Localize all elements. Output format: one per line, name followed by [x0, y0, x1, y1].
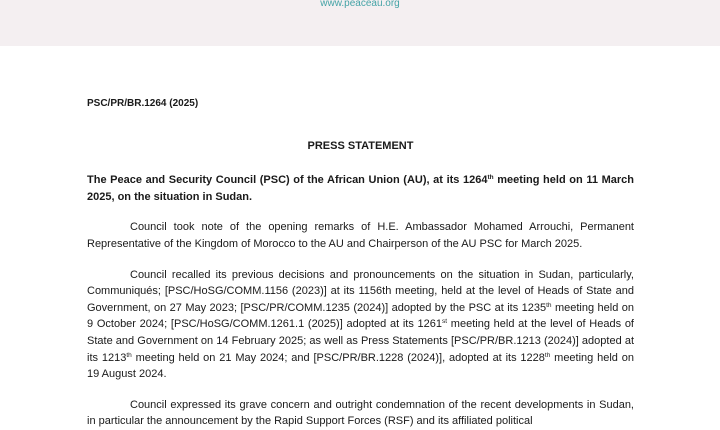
ordinal-superscript: th — [126, 351, 132, 359]
paragraph-text-part: meeting held on 19 August 2024. — [87, 351, 634, 381]
paragraph-text-part: meeting held at the level of Heads of State and Government on 14 February 2025; as well as Press Statements [PSC/PR/BR.1213 (2024)] adopted at its 1213 — [87, 318, 634, 364]
paragraph-text-part: meeting held on 9 October 2024; [PSC/HoSG/COMM.1261.1 (2025)] adopted at its 1261 — [87, 301, 634, 331]
page-header-band — [0, 0, 720, 46]
intro-paragraph — [87, 172, 634, 205]
intro-text-part: meeting held on 11 March 2025, on the situation in Sudan. — [87, 174, 634, 203]
paragraph-previous-decisions — [87, 267, 634, 383]
intro-text-part: The Peace and Security Council (PSC) of the African Union (AU), at its 1264 — [87, 174, 488, 187]
paragraph-opening-remarks: Council took note of the opening remarks of H.E. Ambassador Mohamed Arrouchi, Permanent Representative of the Kingdom of Morocco to the AU and Chairperson of the AU PSC for March 2025. — [87, 221, 634, 250]
paragraph-grave-concern: Council expressed its grave concern and outright condemnation of the recent developments in Sudan, in particular the announcement by the Rapid Support Forces (RSF) and its affiliated political — [87, 398, 634, 428]
ordinal-superscript: st — [442, 318, 448, 326]
intro-superscript: th — [487, 174, 494, 182]
document-reference: PSC/PR/BR.1264 (2025) — [87, 98, 199, 109]
ordinal-superscript: th — [544, 351, 551, 359]
ordinal-superscript: th — [546, 301, 552, 309]
document-title: PRESS STATEMENT — [307, 139, 414, 152]
paragraph-text-part: meeting held on 21 May 2024; and [PSC/PR/BR.1228 (2024)], adopted at its 1228 — [131, 351, 545, 364]
website-url: www.peaceau.org — [320, 0, 400, 9]
paragraph-text-part: Council recalled its previous decisions and pronouncements on the situation in Sudan, particularly, Communiqués; [PSC/HoSG/COMM.1156 (2023)] at its 1156th meeting, held at the level of Heads of State and Government, on 27 May 2023; [PSC/PR/COMM.1235 (2024)] adopted by the PSC at its 1235 — [87, 268, 634, 314]
document-body — [87, 96, 634, 430]
